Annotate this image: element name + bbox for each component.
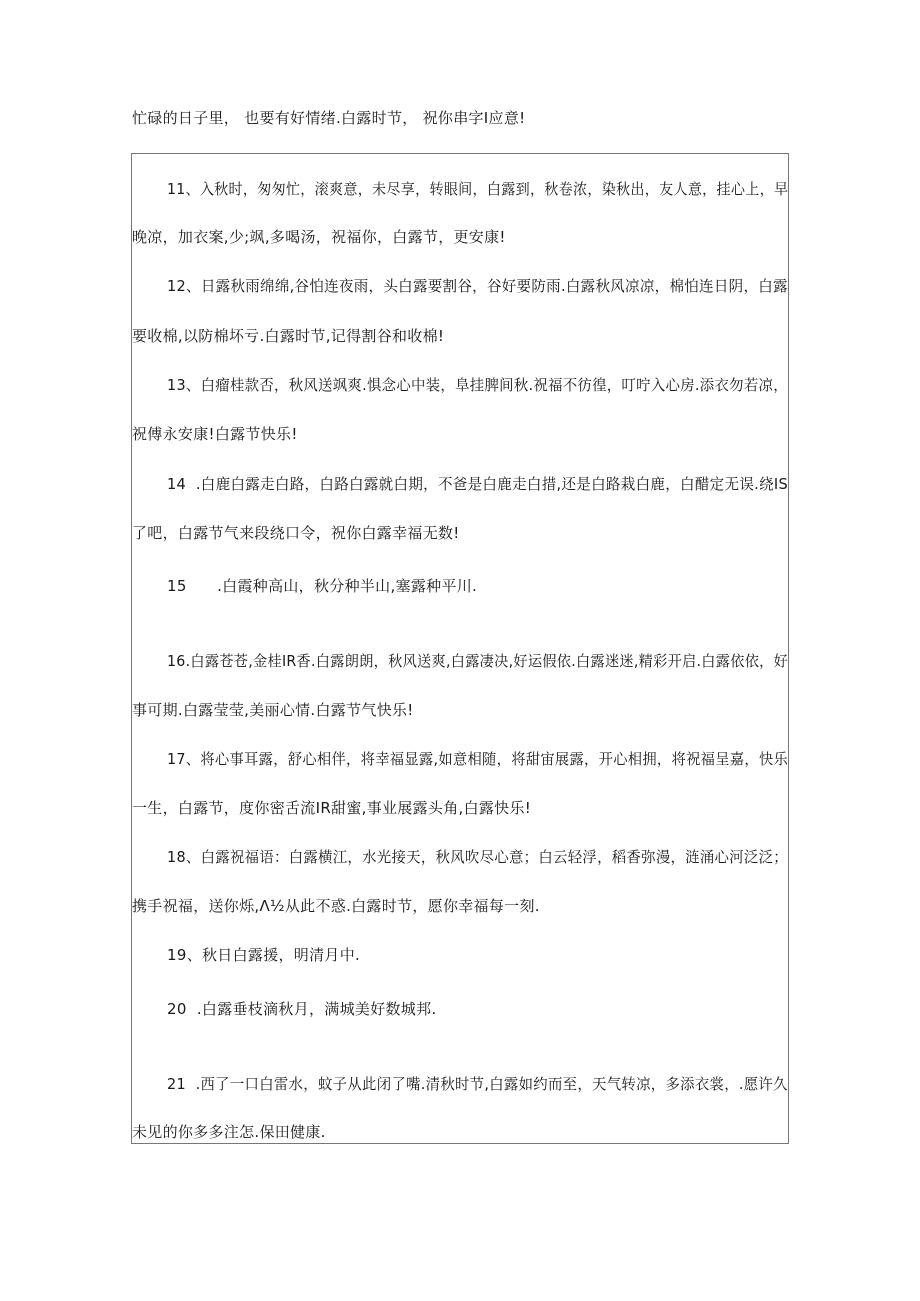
item-17-line-1: 17、将心事耳露，舒心相伴，将幸福显露,如意相随，将甜宙展露，开心相拥，将祝福呈嘉，快乐: [167, 750, 789, 768]
item-21-line-2: 未见的你多多注怎.保田健康.: [132, 1123, 326, 1141]
item-21-line-1: 21 .西了一口白雷水，蚊子从此闭了嘴.清秋时节,白露如约而至，天气转凉，多添衣裳，.愿许久: [167, 1075, 788, 1093]
item-17-line-2: 一生，白露节，度你密舌流IR甜蜜,事业展露头角,白露快乐!: [132, 799, 532, 817]
item-16-line-1: 16.白露苍苍,金桂IR香.白露朗朗，秋风送爽,白露凄决,好运假依.白露迷迷,精彩开启.白露依依，好: [167, 652, 789, 670]
item-12-line-1: 12、日露秋雨绵绵,谷怕连夜雨，头白露要割谷，谷好要防雨.白露秋风凉凉，棉怕连日阴，白露: [167, 277, 788, 295]
item-16-line-2: 事可期.白露莹莹,美丽心情.白露节气快乐!: [132, 701, 414, 719]
item-13-line-1: 13、白瘤桂款否，秋风送飒爽.惧念心中装，阜挂脾间秋.祝福不彷徨，叮咛入心房.添衣勿若凉，: [167, 376, 788, 394]
item-13-line-2: 祝傅永安康!白露节快乐!: [132, 425, 298, 443]
item-11-line-1: 11、入秋时，匆匆忙，滚爽意，未尽享，转眼间，白露到，秋卷浓，染秋出，友人意，挂心上，早: [167, 180, 789, 198]
item-15-line-1: 15 .白霞种高山，秋分种半山,塞露种平川.: [167, 577, 478, 595]
item-19-line-1: 19、秋日白露援，明清月中.: [167, 946, 361, 964]
item-14-line-2: 了吧，白露节气来段绕口令，祝你白露幸福无数!: [132, 524, 460, 542]
blessings-box: [131, 153, 789, 1144]
intro-line: 忙碌的日子里， 也要有好情绪.白露时节， 祝你串字I应意!: [132, 109, 526, 127]
item-14-line-1: 14 .白鹿白露走白路，白路白露就白期，不爸是白鹿走白措,还是白路栽白鹿，白醋定无误.绕IS: [167, 475, 788, 493]
item-18-line-1: 18、白露祝福语：白露横江，水光接天，秋风吹尽心意；白云轻浮，稻香弥漫，涟涌心河泛泛；: [167, 848, 788, 866]
item-18-line-2: 携手祝福，送你烁,Λ½从此不惑.白露时节，愿你幸福每一刻.: [132, 897, 540, 915]
item-11-line-2: 晚凉，加衣案,少;飒,多喝汤，祝福你，白露节，更安康!: [132, 228, 506, 246]
item-12-line-2: 要收棉,以防棉坏亏.白露时节,记得割谷和收棉!: [132, 327, 445, 345]
item-20-line-1: 20 .白露垂枝滴秋月，满城美好数城邦.: [167, 1000, 437, 1018]
